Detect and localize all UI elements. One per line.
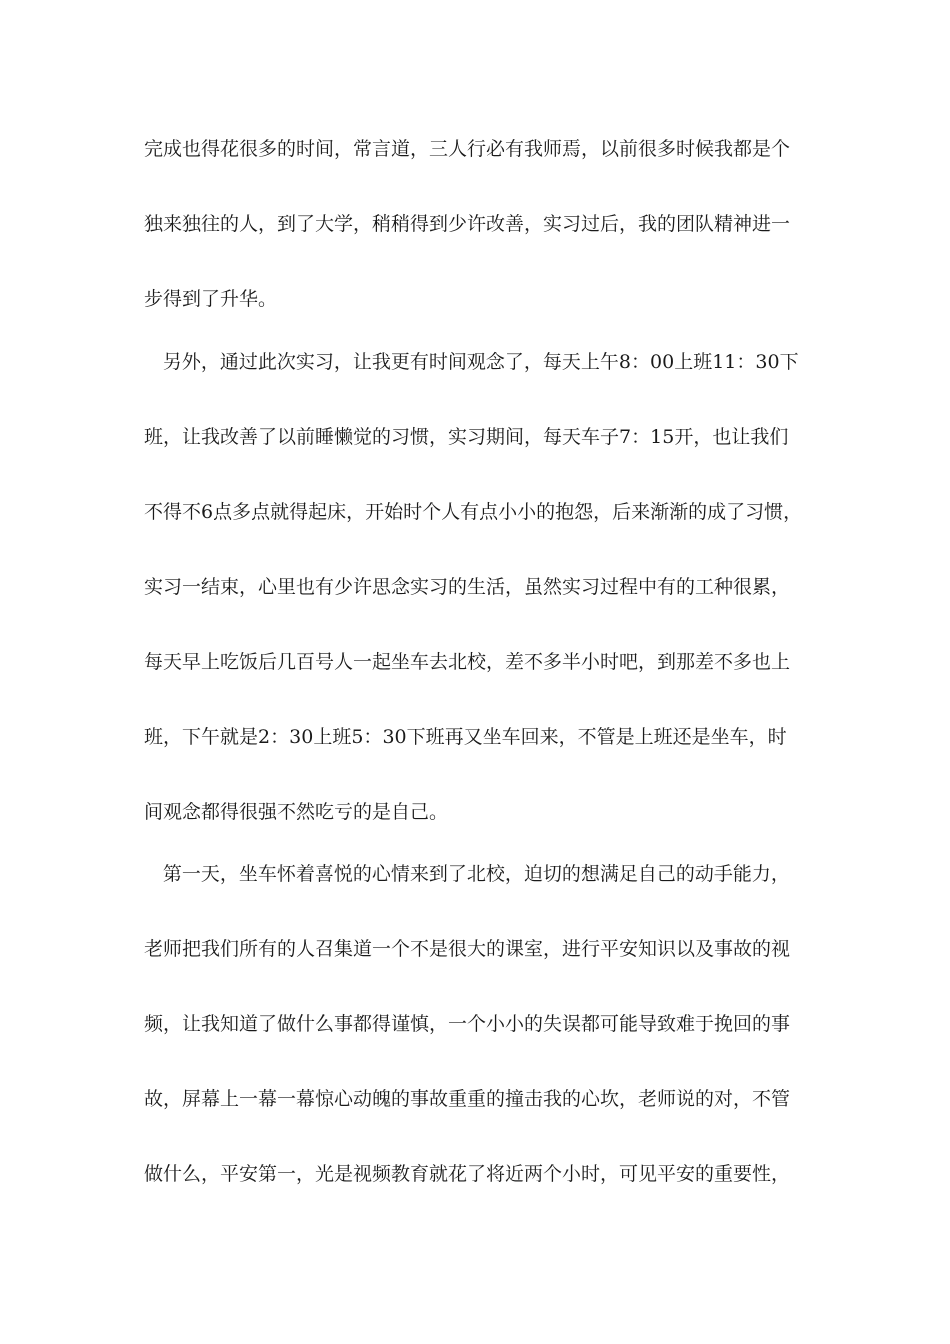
text-line: 实习一结束，心里也有少许思念实习的生活，虽然实习过程中有的工种很累， — [144, 576, 791, 598]
text-line: 不得不6点多点就得起床，开始时个人有点小小的抱怨，后来渐渐的成了习惯， — [144, 501, 803, 523]
number-text: 00 — [650, 351, 675, 373]
text-line: 完成也得花很多的时间，常言道，三人行必有我师焉，以前很多时候我都是个 — [144, 138, 791, 160]
text-line: 故，屏幕上一幕一幕惊心动魄的事故重重的撞击我的心坎，老师说的对，不管 — [144, 1088, 791, 1110]
number-text: 11 — [712, 351, 737, 373]
text-line: 老师把我们所有的人召集道一个不是很大的课室，进行平安知识以及事故的视 — [144, 938, 791, 960]
number-text: 7 — [619, 426, 632, 448]
number-text: 2 — [258, 726, 271, 748]
number-text: 6 — [201, 501, 214, 523]
number-text: 30 — [755, 351, 780, 373]
text-line: 班，下午就是2：30上班5：30下班再又坐车回来，不管是上班还是坐车，时 — [144, 726, 787, 748]
text-line: 每天早上吃饭后几百号人一起坐车去北校，差不多半小时吧，到那差不多也上 — [144, 651, 791, 673]
number-text: 8 — [618, 351, 631, 373]
number-text: 15 — [650, 426, 675, 448]
text-line: 第一天，坐车怀着喜悦的心情来到了北校，迫切的想满足自己的动手能力， — [162, 863, 790, 885]
number-text: 30 — [289, 726, 314, 748]
text-line: 独来独往的人，到了大学，稍稍得到少许改善，实习过后，我的团队精神进一 — [144, 213, 791, 235]
text-line: 另外，通过此次实习，让我更有时间观念了，每天上午8：00上班11：30下 — [162, 351, 799, 373]
text-line: 班，让我改善了以前睡懒觉的习惯，实习期间，每天车子7：15开，也让我们 — [144, 426, 789, 448]
text-line: 做什么，平安第一，光是视频教育就花了将近两个小时，可见平安的重要性， — [144, 1163, 791, 1185]
text-line: 频，让我知道了做什么事都得谨慎，一个小小的失误都可能导致难于挽回的事 — [144, 1013, 791, 1035]
number-text: 5 — [351, 726, 364, 748]
text-line: 步得到了升华。 — [144, 288, 278, 310]
text-line: 间观念都得很强不然吃亏的是自己。 — [144, 801, 449, 823]
number-text: 30 — [382, 726, 407, 748]
